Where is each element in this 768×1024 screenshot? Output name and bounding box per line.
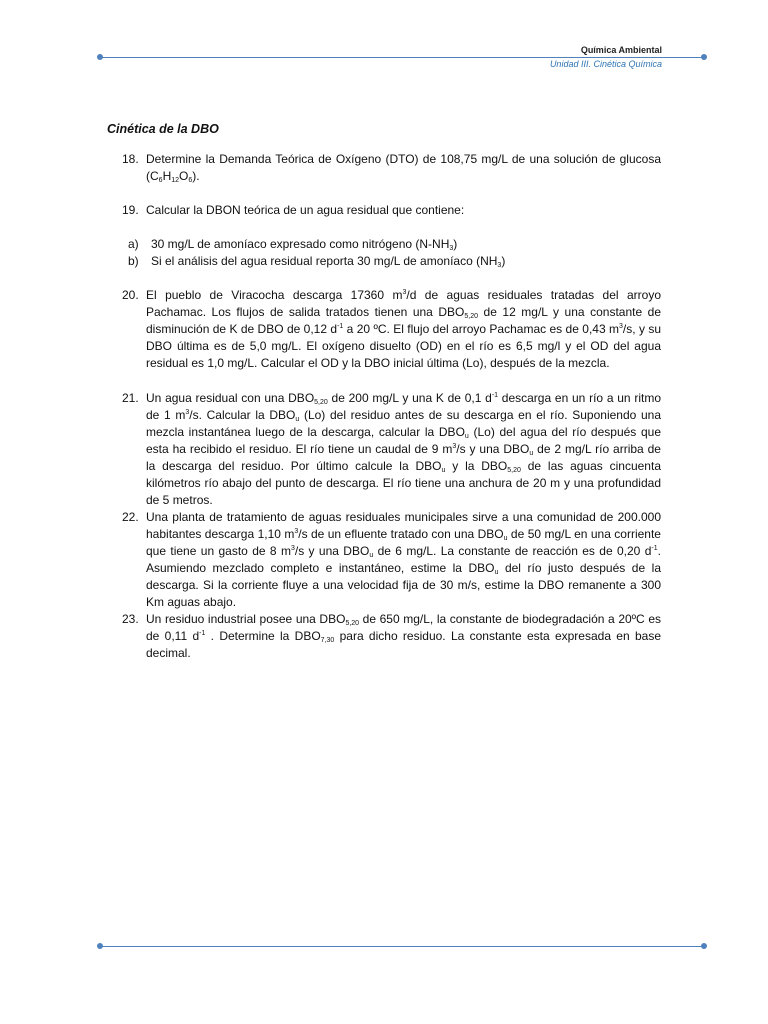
problem-text: Un agua residual con una $DBO_{5,20}$ de 200 mg/L y una K de 0,1 $d^{-1}$ descarga en un río a un ritmo de 1 $m^3/s$. Calcular la $DBO_u$ (Lo) del residuo antes de su descarga en el río. Suponiendo una mezcla instantánea luego de la descarga, calcular la $DBO_u$ (Lo) del agua del río después que esta ha recibido el residuo. El río tiene un caudal de 9 $m^3/s$ y una $DBO_u$ de 2 mg/L río arriba de la descarga del residuo. Por último calcule la $DBO_u$ y la $DBO_{5,20}$ de las aguas cincuenta kilómetros río abajo del punto de descarga. El río tiene una anchura de 20 m y una profundidad de 5 metros. <box>146 391 662 507</box>
sub-item-text: 30 mg/L de amoníaco expresado como nitrógeno $(N-NH_3)$ <box>151 237 458 252</box>
header-subtitle: Unidad III. Cinética Química <box>549 59 662 69</box>
footer-rule-right-dot <box>701 943 707 949</box>
footer-rule-left-dot <box>97 943 103 949</box>
section-title: Cinética de la DBO <box>107 122 219 136</box>
problem-number: 22. <box>122 510 139 524</box>
problem-text: Calcular la DBON teórica de un agua residual que contiene: <box>146 203 465 217</box>
problem-19-a <box>128 236 661 253</box>
problem-number: 20. <box>122 288 139 302</box>
problem-number: 23. <box>122 612 139 626</box>
problem-23 <box>122 611 661 662</box>
footer-rule <box>100 946 704 947</box>
sub-item-letter: b) <box>128 254 139 268</box>
problem-19-b <box>128 253 661 270</box>
problem-21 <box>122 390 661 509</box>
problem-18 <box>122 151 661 185</box>
problem-20 <box>122 287 661 372</box>
problem-number: 19. <box>122 203 139 217</box>
header-rule <box>100 57 704 58</box>
problem-19 <box>122 202 661 219</box>
problem-text: Un residuo industrial posee una $DBO_{5,20}$ de 650 mg/L, la constante de biodegradación a 20ºC es de 0,11 $d^{-1}$ . Determine la $DBO_{7,30}$ para dicho residuo. La constante esta expresada en base decimal. <box>146 612 661 660</box>
sub-item-text: Si el análisis del agua residual reporta 30 mg/L de amoníaco $(NH_3)$ <box>151 254 506 269</box>
problem-number: 21. <box>122 391 139 405</box>
problem-text: Una planta de tratamiento de aguas residuales municipales sirve a una comunidad de 200.000 habitantes descarga 1,10 $m^3/s$ de un efluente tratado con una $DBO_u$ de 50 mg/L en una corriente que tiene un gasto de 8 $m^3/s$ y una $DBO_u$ de 6 mg/L. La constante de reacción es de 0,20 $d^{-1}$. Asumiendo mezclado completo e instantáneo, estime la $DBO_u$ del río justo después de la descarga. Si la corriente fluye a una velocidad fija de 30 m/s, estime la DBO remanente a 300 Km aguas abajo. <box>146 510 661 609</box>
problem-text: Determine la Demanda Teórica de Oxígeno (DTO) de 108,75 mg/L de una solución de glucosa $(C_6H_{12}O_6)$. <box>146 152 661 184</box>
sub-item-letter: a) <box>128 237 139 251</box>
problem-text: El pueblo de Viracocha descarga 17360 $m^3/d$ de aguas residuales tratadas del arroyo Pachamac. Los flujos de salida tratados tienen una $DBO_{5,20}$ de 12 mg/L y una constante de disminución de K de DBO de 0,12 $d^{-1}$ a 20 ºC. El flujo del arroyo Pachamac es de 0,43 $m^3/s$, y su DBO última es de 5,0 mg/L. El oxígeno disuelto (OD) en el río es 6,5 mg/l y el OD del agua residual es 1,0 mg/L. Calcular el OD y la DBO inicial última (Lo), después de la mezcla. <box>146 288 662 370</box>
problem-number: 18. <box>122 152 139 166</box>
problem-22 <box>122 509 661 611</box>
header-rule-right-dot <box>701 54 707 60</box>
header-rule-left-dot <box>97 54 103 60</box>
header-title: Química Ambiental <box>580 45 662 55</box>
